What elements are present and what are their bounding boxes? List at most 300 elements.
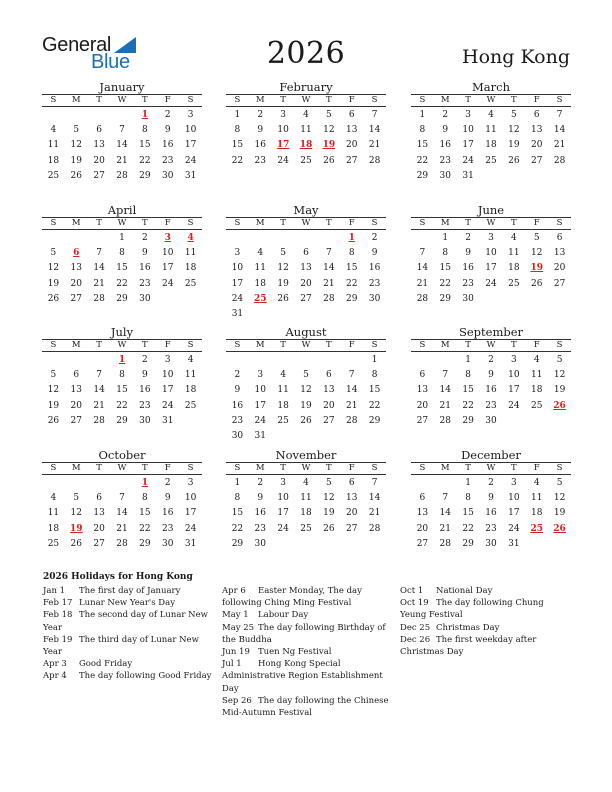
weekday-label: T bbox=[465, 340, 471, 350]
day-cell: 31 bbox=[254, 430, 266, 441]
holiday-day: 19 bbox=[70, 523, 83, 534]
day-cell: 6 bbox=[73, 370, 80, 381]
holiday-column bbox=[222, 585, 392, 719]
day-cell: 16 bbox=[231, 400, 244, 411]
day-cell: 27 bbox=[93, 538, 105, 549]
day-cell: 29 bbox=[116, 415, 128, 426]
day-cell: 14 bbox=[323, 263, 335, 274]
day-blank bbox=[295, 231, 318, 246]
day-cell: 5 bbox=[303, 370, 309, 381]
holiday-name: The first weekday after Christmas Day bbox=[400, 634, 537, 658]
holiday-item bbox=[222, 658, 392, 695]
day-cell: 31 bbox=[184, 538, 197, 549]
weekday-label: M bbox=[440, 463, 450, 473]
weekday-label: F bbox=[164, 218, 171, 228]
day-cell: 16 bbox=[485, 385, 497, 396]
day-cell: 11 bbox=[485, 125, 497, 136]
weekday-label: F bbox=[533, 463, 540, 473]
day-cell: 25 bbox=[300, 155, 312, 166]
day-cell: 5 bbox=[325, 478, 332, 488]
day-cell: 8 bbox=[465, 493, 471, 504]
day-cell: 22 bbox=[439, 278, 451, 289]
day-cell: 19 bbox=[508, 140, 520, 151]
holiday-day: 17 bbox=[276, 140, 290, 151]
weekday-label: W bbox=[117, 340, 127, 350]
day-cell: 19 bbox=[47, 278, 60, 289]
weekday-label: T bbox=[142, 218, 148, 228]
day-cell: 29 bbox=[139, 170, 151, 181]
day-cell: 13 bbox=[345, 125, 358, 136]
day-cell: 20 bbox=[553, 263, 566, 274]
day-cell: 17 bbox=[184, 140, 197, 151]
day-blank bbox=[272, 353, 295, 368]
day-cell: 11 bbox=[47, 140, 60, 151]
month-august bbox=[226, 325, 386, 444]
day-cell: 18 bbox=[508, 263, 520, 274]
day-cell: 29 bbox=[139, 538, 151, 549]
day-cell: 28 bbox=[345, 415, 358, 426]
day-cell: 25 bbox=[47, 170, 60, 181]
day-cell: 14 bbox=[439, 385, 451, 396]
day-cell: 5 bbox=[50, 248, 57, 259]
day-cell: 28 bbox=[439, 538, 451, 549]
day-cell: 26 bbox=[47, 293, 60, 304]
day-cell: 15 bbox=[139, 508, 151, 519]
day-cell: 13 bbox=[553, 248, 566, 259]
day-cell: 15 bbox=[462, 385, 474, 396]
calendar-year: 2026 bbox=[266, 36, 346, 71]
day-cell: 24 bbox=[254, 415, 266, 426]
day-blank bbox=[65, 108, 88, 123]
day-cell: 23 bbox=[254, 155, 266, 166]
weekday-header bbox=[226, 462, 386, 475]
day-cell: 22 bbox=[462, 523, 474, 534]
day-cell: 14 bbox=[416, 263, 429, 274]
holiday-name: The day following the Chinese Mid-Autumn Festival bbox=[222, 695, 389, 719]
day-cell: 14 bbox=[368, 493, 381, 504]
day-cell: 10 bbox=[231, 263, 244, 274]
day-cell: 20 bbox=[93, 523, 105, 534]
day-cell: 29 bbox=[345, 293, 358, 304]
month-name: June bbox=[477, 203, 505, 217]
weekday-label: S bbox=[234, 340, 241, 350]
day-cell: 14 bbox=[116, 508, 128, 519]
day-cell: 12 bbox=[323, 493, 335, 504]
day-cell: 29 bbox=[116, 293, 128, 304]
day-cell: 12 bbox=[553, 493, 566, 504]
day-cell: 20 bbox=[70, 400, 82, 411]
weekday-label: M bbox=[440, 340, 450, 350]
day-grid bbox=[42, 475, 202, 552]
weekday-label: T bbox=[326, 95, 332, 105]
day-cell: 28 bbox=[368, 155, 381, 166]
day-cell: 17 bbox=[161, 263, 174, 274]
weekday-label: T bbox=[96, 340, 102, 350]
day-cell: 1 bbox=[419, 110, 426, 120]
day-cell: 2 bbox=[141, 233, 148, 243]
day-cell: 12 bbox=[300, 385, 312, 396]
day-cell: 9 bbox=[488, 493, 494, 504]
day-cell: 23 bbox=[439, 155, 451, 166]
weekday-header bbox=[411, 217, 571, 230]
day-cell: 17 bbox=[254, 400, 266, 411]
day-cell: 1 bbox=[119, 233, 125, 243]
weekday-header bbox=[226, 94, 386, 107]
day-blank bbox=[65, 231, 88, 246]
day-cell: 30 bbox=[139, 415, 151, 426]
day-cell: 5 bbox=[73, 125, 80, 136]
holiday-name: The second day of Lunar New Year bbox=[43, 610, 208, 633]
day-blank bbox=[88, 108, 111, 123]
day-cell: 27 bbox=[93, 170, 105, 181]
holiday-date: Jan 1 bbox=[43, 586, 66, 596]
day-cell: 19 bbox=[553, 385, 566, 396]
day-cell: 1 bbox=[371, 355, 378, 365]
day-cell: 22 bbox=[139, 155, 151, 166]
day-cell: 28 bbox=[116, 170, 128, 181]
weekday-header bbox=[411, 94, 571, 107]
holiday-date: Jul 1 bbox=[222, 659, 242, 670]
day-cell: 31 bbox=[508, 538, 520, 549]
day-cell: 30 bbox=[368, 293, 381, 304]
weekday-label: W bbox=[301, 95, 311, 105]
day-cell: 6 bbox=[303, 248, 309, 259]
day-cell: 12 bbox=[70, 508, 82, 519]
holiday-name: The day following Good Friday bbox=[79, 671, 212, 682]
day-cell: 7 bbox=[119, 125, 125, 136]
holiday-name: Hong Kong Special Administrative Region Establishment Day bbox=[222, 659, 383, 694]
day-cell: 3 bbox=[187, 478, 194, 488]
day-cell: 16 bbox=[462, 263, 474, 274]
month-july bbox=[42, 325, 202, 429]
day-cell: 6 bbox=[325, 370, 332, 381]
day-cell: 30 bbox=[254, 538, 266, 549]
day-cell: 6 bbox=[96, 493, 102, 504]
month-april bbox=[42, 203, 202, 307]
day-cell: 22 bbox=[462, 400, 474, 411]
month-name: December bbox=[461, 448, 521, 462]
holiday-item bbox=[43, 658, 213, 670]
weekday-label: T bbox=[96, 95, 102, 105]
day-cell: 6 bbox=[348, 478, 355, 488]
day-blank bbox=[249, 231, 272, 246]
day-grid bbox=[411, 230, 571, 307]
weekday-label: S bbox=[556, 340, 563, 350]
weekday-label: S bbox=[187, 340, 194, 350]
day-cell: 8 bbox=[371, 370, 378, 381]
day-cell: 27 bbox=[530, 155, 543, 166]
day-cell: 2 bbox=[141, 355, 148, 365]
holiday-day: 4 bbox=[187, 233, 194, 243]
day-cell: 26 bbox=[323, 523, 335, 534]
day-cell: 28 bbox=[116, 538, 128, 549]
day-cell: 29 bbox=[368, 415, 381, 426]
day-blank bbox=[317, 353, 340, 368]
holiday-day: 26 bbox=[553, 523, 566, 534]
day-cell: 20 bbox=[70, 278, 82, 289]
day-grid bbox=[226, 107, 386, 169]
weekday-label: S bbox=[187, 95, 194, 105]
day-cell: 13 bbox=[323, 385, 335, 396]
day-cell: 11 bbox=[300, 493, 312, 504]
day-cell: 17 bbox=[508, 508, 520, 519]
day-cell: 30 bbox=[485, 538, 497, 549]
weekday-label: M bbox=[71, 95, 81, 105]
day-cell: 23 bbox=[161, 523, 174, 534]
day-cell: 11 bbox=[277, 385, 289, 396]
day-cell: 2 bbox=[164, 110, 171, 120]
weekday-label: M bbox=[71, 463, 81, 473]
day-cell: 11 bbox=[184, 370, 197, 381]
day-cell: 27 bbox=[300, 293, 312, 304]
month-june bbox=[411, 203, 571, 307]
day-cell: 26 bbox=[508, 155, 520, 166]
holiday-day: 19 bbox=[322, 140, 336, 151]
holiday-date: Dec 26 bbox=[400, 634, 431, 645]
day-cell: 31 bbox=[231, 308, 244, 319]
day-cell: 3 bbox=[234, 248, 241, 259]
day-cell: 8 bbox=[442, 248, 449, 259]
day-cell: 29 bbox=[439, 293, 451, 304]
day-cell: 20 bbox=[93, 155, 105, 166]
weekday-header bbox=[42, 339, 202, 352]
day-cell: 5 bbox=[556, 355, 563, 365]
day-cell: 25 bbox=[300, 523, 312, 534]
day-cell: 3 bbox=[488, 233, 494, 243]
day-cell: 27 bbox=[416, 415, 429, 426]
day-cell: 2 bbox=[257, 110, 264, 120]
month-february bbox=[226, 80, 386, 169]
day-cell: 12 bbox=[47, 263, 60, 274]
day-cell: 8 bbox=[141, 493, 148, 504]
month-name: March bbox=[472, 80, 510, 94]
holiday-day: 19 bbox=[530, 263, 543, 274]
day-cell: 22 bbox=[416, 155, 429, 166]
day-grid bbox=[226, 230, 386, 322]
holiday-list bbox=[43, 572, 583, 719]
day-cell: 9 bbox=[465, 248, 471, 259]
weekday-label: T bbox=[280, 95, 286, 105]
day-cell: 13 bbox=[300, 263, 312, 274]
day-cell: 10 bbox=[462, 125, 474, 136]
month-name: November bbox=[275, 448, 337, 462]
day-cell: 10 bbox=[485, 248, 497, 259]
day-cell: 1 bbox=[234, 478, 241, 488]
holiday-name: Tuen Ng Festival bbox=[258, 647, 332, 658]
weekday-label: T bbox=[280, 463, 286, 473]
day-cell: 25 bbox=[184, 278, 197, 289]
day-cell: 14 bbox=[93, 385, 105, 396]
weekday-label: W bbox=[301, 463, 311, 473]
day-cell: 28 bbox=[93, 293, 105, 304]
day-cell: 31 bbox=[462, 170, 474, 181]
day-cell: 5 bbox=[510, 110, 517, 120]
day-cell: 13 bbox=[345, 493, 358, 504]
day-cell: 21 bbox=[553, 140, 566, 151]
weekday-label: S bbox=[371, 463, 378, 473]
day-cell: 12 bbox=[277, 263, 289, 274]
day-cell: 18 bbox=[254, 278, 266, 289]
holiday-date: Sep 26 bbox=[222, 695, 252, 706]
weekday-label: T bbox=[142, 95, 148, 105]
day-cell: 21 bbox=[439, 523, 451, 534]
day-cell: 7 bbox=[96, 370, 102, 381]
day-cell: 12 bbox=[553, 370, 566, 381]
day-cell: 22 bbox=[139, 523, 151, 534]
weekday-label: T bbox=[96, 463, 102, 473]
month-name: July bbox=[110, 325, 134, 339]
weekday-label: W bbox=[117, 95, 127, 105]
weekday-label: W bbox=[301, 218, 311, 228]
day-cell: 20 bbox=[345, 508, 358, 519]
weekday-label: S bbox=[371, 340, 378, 350]
weekday-label: M bbox=[255, 340, 265, 350]
day-cell: 3 bbox=[257, 370, 264, 381]
day-cell: 3 bbox=[510, 355, 517, 365]
day-cell: 16 bbox=[161, 508, 174, 519]
day-cell: 2 bbox=[371, 233, 378, 243]
holiday-name: Good Friday bbox=[79, 659, 133, 670]
day-cell: 23 bbox=[254, 523, 266, 534]
holiday-item bbox=[400, 622, 572, 634]
day-cell: 16 bbox=[368, 263, 381, 274]
holiday-name: The first day of January bbox=[79, 586, 181, 596]
day-blank bbox=[88, 353, 111, 368]
holiday-item bbox=[43, 585, 213, 597]
day-cell: 13 bbox=[530, 125, 543, 136]
day-cell: 7 bbox=[371, 478, 378, 488]
day-cell: 15 bbox=[368, 385, 381, 396]
day-cell: 30 bbox=[161, 170, 174, 181]
day-cell: 11 bbox=[530, 370, 543, 381]
day-cell: 1 bbox=[465, 478, 471, 488]
day-cell: 12 bbox=[70, 140, 82, 151]
holiday-day: 1 bbox=[141, 110, 148, 120]
day-blank bbox=[295, 353, 318, 368]
day-cell: 10 bbox=[161, 248, 174, 259]
day-cell: 24 bbox=[184, 523, 197, 534]
day-cell: 21 bbox=[116, 523, 128, 534]
day-cell: 24 bbox=[485, 278, 497, 289]
day-cell: 24 bbox=[184, 155, 197, 166]
weekday-label: M bbox=[440, 95, 450, 105]
day-cell: 16 bbox=[254, 140, 266, 151]
day-cell: 3 bbox=[280, 478, 286, 488]
day-blank bbox=[111, 108, 134, 123]
day-cell: 18 bbox=[530, 508, 543, 519]
holiday-item bbox=[43, 609, 213, 633]
day-cell: 14 bbox=[368, 125, 381, 136]
month-name: May bbox=[293, 203, 319, 217]
holiday-date: Oct 1 bbox=[400, 586, 424, 596]
day-cell: 10 bbox=[184, 493, 197, 504]
day-cell: 23 bbox=[368, 278, 381, 289]
weekday-label: T bbox=[326, 340, 332, 350]
weekday-label: T bbox=[142, 463, 148, 473]
day-cell: 19 bbox=[47, 400, 60, 411]
day-cell: 18 bbox=[277, 400, 289, 411]
day-cell: 15 bbox=[439, 263, 451, 274]
weekday-label: W bbox=[486, 218, 496, 228]
day-cell: 13 bbox=[93, 508, 105, 519]
holiday-item bbox=[400, 585, 572, 597]
weekday-label: T bbox=[465, 463, 471, 473]
day-cell: 6 bbox=[533, 110, 540, 120]
holiday-date: May 25 bbox=[222, 622, 255, 633]
day-cell: 7 bbox=[371, 110, 378, 120]
day-cell: 10 bbox=[161, 370, 174, 381]
weekday-header bbox=[42, 462, 202, 475]
day-cell: 2 bbox=[257, 478, 264, 488]
day-cell: 4 bbox=[50, 125, 57, 136]
month-name: April bbox=[107, 203, 137, 217]
holiday-date: Jun 19 bbox=[222, 647, 250, 658]
day-cell: 17 bbox=[161, 385, 174, 396]
day-cell: 10 bbox=[508, 493, 520, 504]
holiday-date: Feb 19 bbox=[43, 634, 73, 645]
weekday-label: W bbox=[117, 218, 127, 228]
weekday-label: W bbox=[486, 95, 496, 105]
holiday-day: 25 bbox=[530, 523, 543, 534]
day-blank bbox=[65, 353, 88, 368]
day-cell: 7 bbox=[96, 248, 102, 259]
holiday-item bbox=[400, 597, 572, 621]
day-blank bbox=[42, 476, 65, 491]
day-cell: 29 bbox=[416, 170, 429, 181]
month-march bbox=[411, 80, 571, 184]
day-cell: 24 bbox=[161, 400, 174, 411]
holiday-name: National Day bbox=[436, 586, 493, 596]
day-cell: 8 bbox=[119, 370, 125, 381]
weekday-label: S bbox=[556, 95, 563, 105]
day-cell: 3 bbox=[465, 110, 471, 120]
day-cell: 21 bbox=[345, 400, 358, 411]
weekday-label: M bbox=[255, 95, 265, 105]
day-blank bbox=[411, 353, 434, 368]
day-cell: 20 bbox=[300, 278, 312, 289]
day-cell: 6 bbox=[419, 370, 426, 381]
day-blank bbox=[411, 476, 434, 491]
day-cell: 17 bbox=[277, 508, 289, 519]
day-cell: 12 bbox=[47, 385, 60, 396]
day-cell: 3 bbox=[510, 478, 517, 488]
weekday-label: F bbox=[348, 340, 355, 350]
weekday-label: M bbox=[255, 218, 265, 228]
weekday-label: S bbox=[234, 218, 241, 228]
day-cell: 17 bbox=[184, 508, 197, 519]
day-blank bbox=[272, 231, 295, 246]
weekday-label: S bbox=[419, 463, 426, 473]
holiday-date: Dec 25 bbox=[400, 622, 431, 633]
day-cell: 11 bbox=[254, 263, 266, 274]
day-cell: 3 bbox=[187, 110, 194, 120]
weekday-label: F bbox=[348, 95, 355, 105]
holiday-day: 26 bbox=[553, 400, 566, 411]
day-cell: 24 bbox=[462, 155, 474, 166]
weekday-label: T bbox=[511, 340, 517, 350]
weekday-label: M bbox=[71, 340, 81, 350]
holiday-date: Apr 6 bbox=[222, 586, 246, 596]
day-cell: 12 bbox=[530, 248, 543, 259]
day-cell: 31 bbox=[161, 415, 174, 426]
day-cell: 22 bbox=[231, 523, 244, 534]
day-cell: 8 bbox=[234, 125, 241, 136]
day-cell: 23 bbox=[161, 155, 174, 166]
day-cell: 14 bbox=[116, 140, 128, 151]
day-cell: 18 bbox=[300, 508, 312, 519]
month-name: September bbox=[458, 325, 524, 339]
day-cell: 27 bbox=[70, 293, 82, 304]
